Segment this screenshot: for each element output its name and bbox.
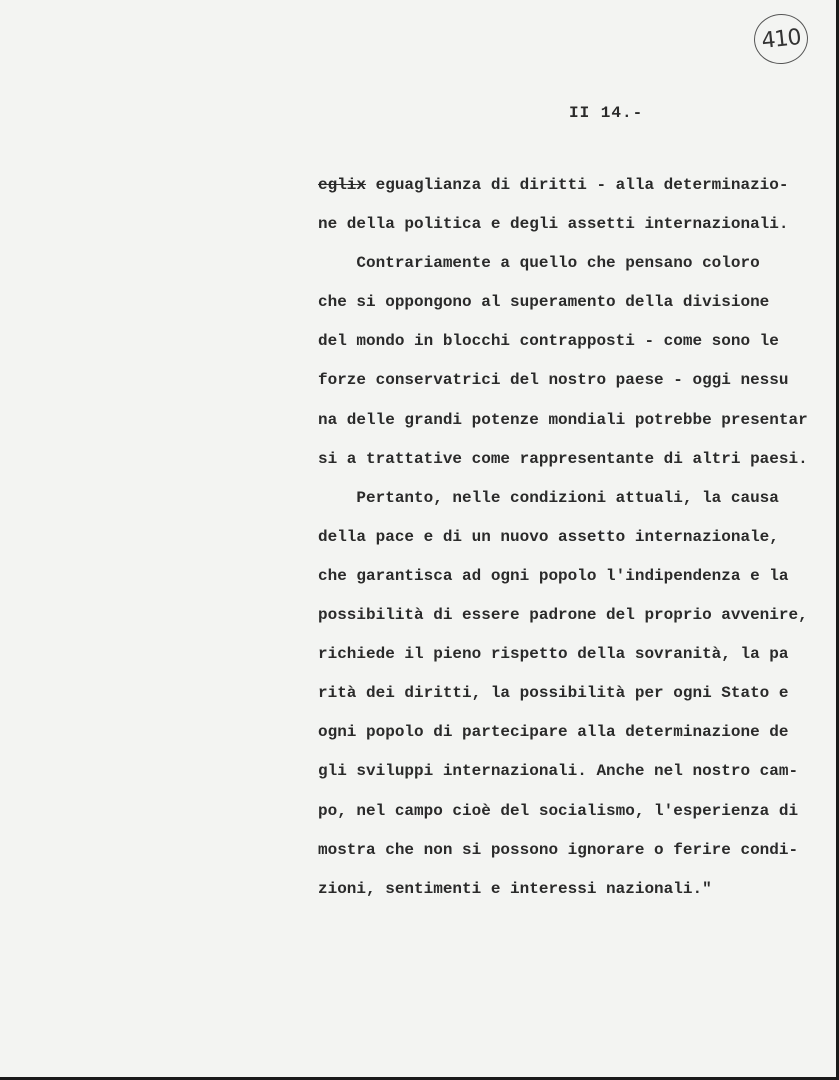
- text-line-content: eguaglianza di diritti - alla determinazio-: [366, 176, 789, 194]
- page-number: II 14.-: [569, 104, 644, 122]
- text-line: [318, 166, 833, 205]
- text-line: na delle grandi potenze mondiali potrebbe presentar: [318, 410, 808, 429]
- text-line: ogni popolo di partecipare alla determinazione de: [318, 723, 789, 742]
- text-line: zioni, sentimenti e interessi nazionali.": [318, 879, 712, 898]
- text-line: che garantisca ad ogni popolo l'indipendenza e la: [318, 566, 789, 585]
- text-line: che si oppongono al superamento della divisione: [318, 293, 770, 312]
- text-line: possibilità di essere padrone del proprio avvenire,: [318, 606, 808, 625]
- text-line: mostra che non si possono ignorare o ferire condi-: [318, 840, 799, 859]
- text-line: forze conservatrici del nostro paese - oggi nessu: [318, 371, 789, 390]
- text-line: del mondo in blocchi contrapposti - come sono le: [318, 332, 779, 351]
- document-body: [318, 166, 833, 909]
- text-line: po, nel campo cioè del socialismo, l'esperienza di: [318, 801, 799, 820]
- text-line: rità dei diritti, la possibilità per ogni Stato e: [318, 684, 789, 703]
- archive-number-stamp: 410: [752, 11, 811, 66]
- text-line: si a trattative come rappresentante di altri paesi.: [318, 449, 808, 468]
- struck-text: eglix: [318, 176, 367, 194]
- text-line: Contrariamente a quello che pensano coloro: [318, 254, 760, 273]
- text-line: gli sviluppi internazionali. Anche nel nostro cam-: [318, 762, 799, 781]
- text-line: della pace e di un nuovo assetto internazionale,: [318, 527, 779, 546]
- text-line: ne della politica e degli assetti internazionali.: [318, 215, 789, 234]
- text-line: Pertanto, nelle condizioni attuali, la causa: [318, 488, 779, 507]
- text-line: richiede il pieno rispetto della sovranità, la pa: [318, 645, 789, 664]
